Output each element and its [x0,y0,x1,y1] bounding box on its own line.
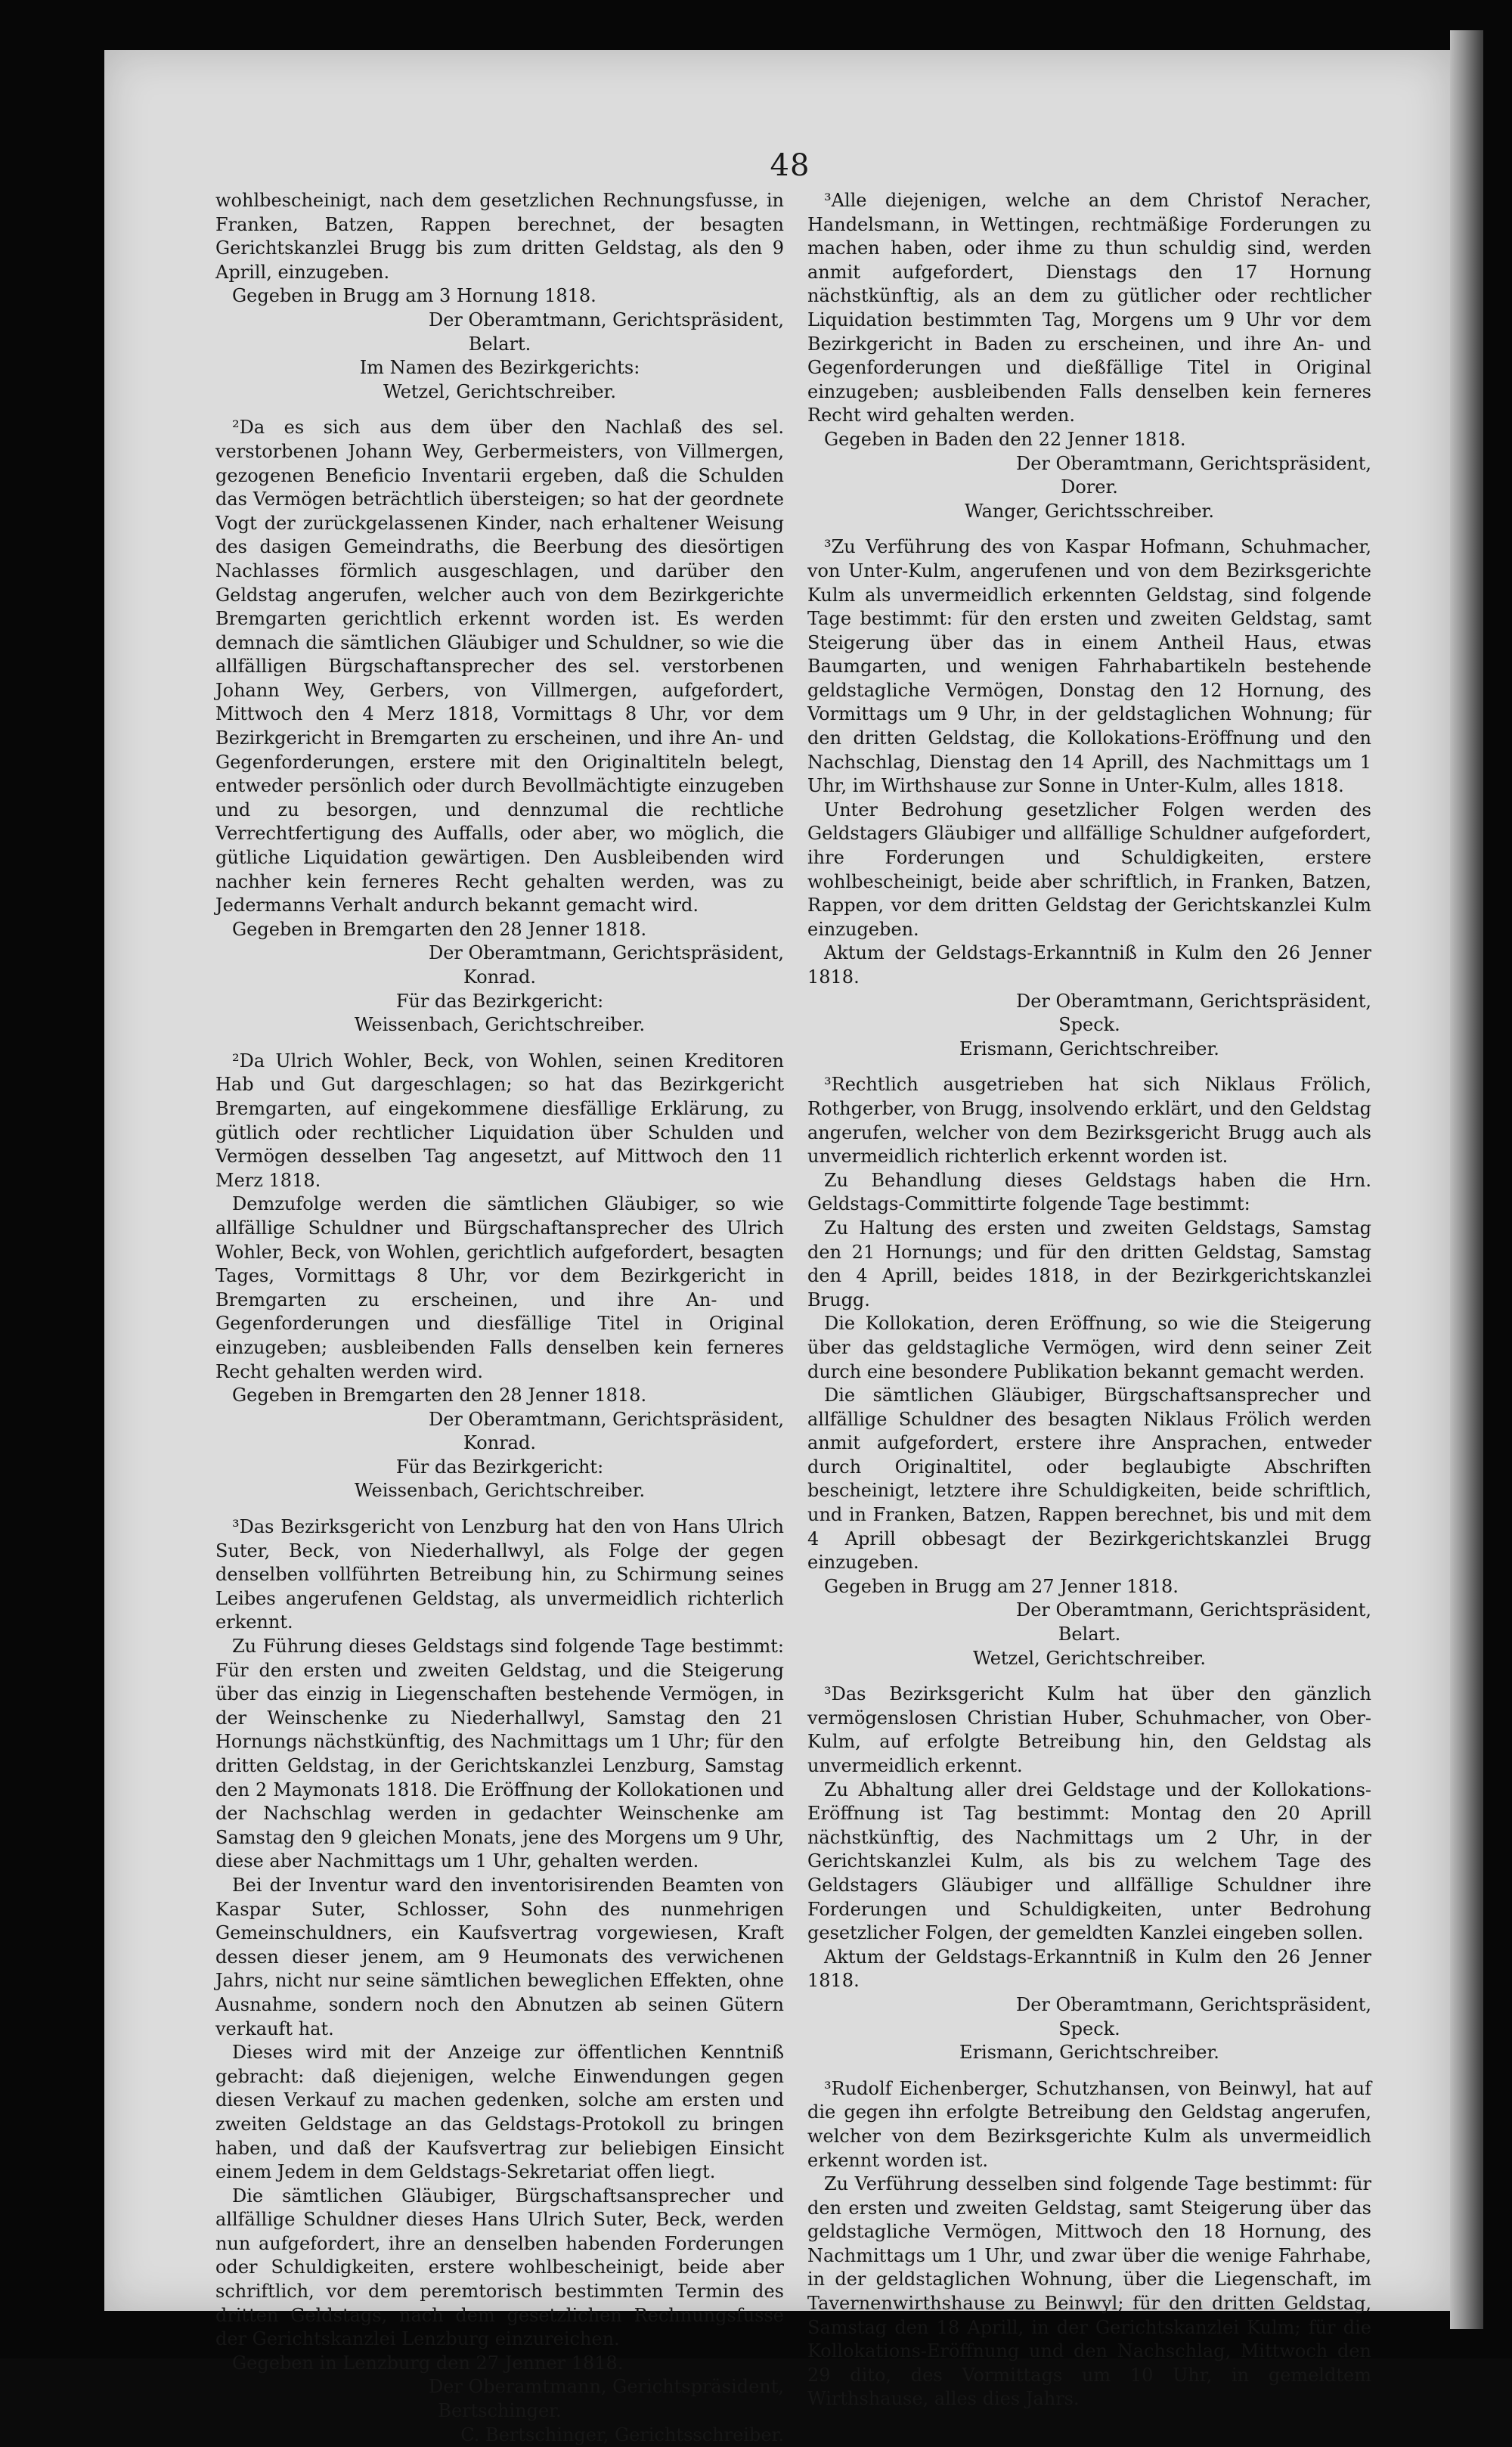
notice-signature-name: Belart. [1058,1624,1121,1645]
notice-signature-title: Der Oberamtmann, Gerichtspräsident, [1015,990,1371,1012]
notice-signature-clerk: Erismann, Gerichtschreiber. [959,1037,1219,1059]
notice-date: Aktum der Geldstags-Erkanntniß in Kulm den 26 Jenner 1818. [807,942,1371,988]
notice-signature-name: Dorer. [1061,476,1118,498]
notice-text-4: Die Kollokation, deren Eröffnung, so wie die Steigerung über das geldstagliche Vermögen, wird denn seiner Zeit durch eine besondere Publikation bekannt gemacht werden. [807,1313,1371,1382]
notice-signature-name: Konrad. [463,1432,536,1454]
notice-neracher-wettingen [807,189,1371,523]
notice-text: ³Das Bezirksgericht von Lenzburg hat den von Hans Ulrich Suter, Beck, von Niederhallwyl, als Folge der gegen denselben vollführten Betreibung hin, zu Schirmung seines Leibes angerufenen Geldstag, als unvermeidlich richterlich erkennt. [215,1516,784,1633]
notice-date: Gegeben in Baden den 22 Jenner 1818. [824,428,1186,450]
notice-signature-title: Der Oberamtmann, Gerichtspräsident, [428,942,784,964]
notice-text: wohlbescheinigt, nach dem gesetzlichen Rechnungsfusse, in Franken, Batzen, Rappen berechnet, der besagten Gerichtskanzlei Brugg bis zum dritten Geldstag, als den 9 Aprill, einzugeben. [215,190,784,283]
notice-eichenberger-beinwyl [807,2077,1371,2411]
notice-signature-clerk: Wetzel, Gerichtschreiber. [972,1647,1206,1669]
notice-wohler-wohlen [215,1050,784,1503]
page-edge-shadow [1450,30,1483,2329]
page-number: 48 [770,148,810,183]
notice-date: Aktum der Geldstags-Erkanntniß in Kulm den 26 Jenner 1818. [807,1946,1371,1992]
notice-suter-niederhallwyl [215,1515,784,2447]
right-column [807,189,1371,2411]
notice-signature-name: Speck. [1058,1014,1120,1036]
notice-froelich-brugg [807,1073,1371,1670]
notice-hofmann-unterkulm [807,535,1371,1061]
notice-text-5: Die sämtlichen Gläubiger, Bürgschaftsansprecher und allfällige Schuldner des besagten Niklaus Frölich werden anmit aufgefordert, erstere ihre Ansprachen, entweder durch Originaltitel, oder beglaubigte Abschriften bescheinigt, letztere ihre Schuldigkeiten, beide schriftlich, und in Franken, Batzen, Rappen berechnet, bis und mit dem 4 Aprill obbesagt der Bezirkgerichtskanzlei Brugg einzugeben. [807,1385,1371,1574]
notice-text: ³Rudolf Eichenberger, Schutzhansen, von Beinwyl, hat auf die gegen ihn erfolgte Betreibung den Geldstag angerufen, welcher von dem Bezirksgerichte Kulm als unvermeidlich erkennt worden ist. [807,2077,1371,2171]
notice-signature-title: Der Oberamtmann, Gerichtspräsident, [1015,1993,1371,2015]
notice-signature-clerk: Wetzel, Gerichtschreiber. [383,380,616,402]
notice-signature-clerk: Wanger, Gerichtsschreiber. [965,500,1214,522]
notice-text: ²Da Ulrich Wohler, Beck, von Wohlen, seinen Kreditoren Hab und Gut dargeschlagen; so hat das Bezirkgericht Bremgarten, auf eingekommene diesfällige Erklärung, zu gütlich oder rechtlicher Liquidation über Schulden und Vermögen desselben Tag angesetzt, auf Mittwoch den 11 Merz 1818. [215,1050,784,1191]
notice-signature-court: Für das Bezirkgericht: [395,1456,604,1478]
notice-signature-title: Der Oberamtmann, Gerichtspräsident, [428,309,784,330]
notice-signature-name: Belart. [468,333,531,355]
notice-text-3: Bei der Inventur ward den inventorisirenden Beamten von Kaspar Suter, Schlosser, Sohn des nunmehrigen Gemeinschuldners, ein Kaufsvertrag vorgewiesen, Kraft dessen dieser jenem, am 9 Heumonats des verwichenen Jahrs, nicht nur seine sämtlichen beweglichen Effekten, ohne Ausnahme, sondern noch den Abnutzen ab seinen Gütern verkauft hat. [215,1874,784,2039]
notice-signature-court: Im Namen des Bezirkgerichts: [359,357,640,379]
notice-date: Gegeben in Brugg am 3 Hornung 1818. [232,285,596,307]
notice-text-2: Zu Verführung desselben sind folgende Tage bestimmt: für den ersten und zweiten Geldstag, samt Steigerung über das geldstagliche Vermögen, Mittwoch den 18 Hornung, des Nachmittags um 1 Uhr, und zwar über die wenige Fahrhabe, in der geldstaglichen Wohnung, über die Liegenschaft, im Tavernenwirthshause zu Beinwyl; für den dritten Geldstag, Samstag den 18 Aprill, in der Gerichtskanzlei Kulm; für die Kollokations-Eröffnung und den Nachschlag, Mittwoch den 29 dito, des Vormittags um 10 Uhr, in gemeldtem Wirthshause, alles dies Jahrs. [807,2173,1371,2410]
notice-signature-title: Der Oberamtmann, Gerichtspräsident, [428,2376,784,2398]
notice-text: ³Alle diejenigen, welche an dem Christof Neracher, Handelsmann, in Wettingen, rechtmäßige Forderungen zu machen haben, oder ihme zu thun schuldig sind, werden anmit aufgefordert, Dienstags den 17 Hornung nächstkünftig, als an dem zu gütlicher oder rechtlicher Liquidation bestimmten Tag, Morgens um 9 Uhr vor dem Bezirkgericht in Baden zu erscheinen, und ihre An- und Gegenforderungen und dießfällige Titel in Original einzugeben; ausbleibenden Falls denselben kein ferneres Recht wird gehalten werden. [807,190,1371,426]
notice-signature-clerk: C. Bertschinger, Gerichtsschreiber. [460,2424,784,2445]
notice-signature-clerk: Weissenbach, Gerichtschreiber. [354,1014,646,1036]
notice-text-2: Demzufolge werden die sämtlichen Gläubiger, so wie allfällige Schuldner und Bürgschaftansprecher des Ulrich Wohler, Beck, von Wohlen, gerichtlich aufgefordert, besagten Tages, Vormittags 8 Uhr, vor dem Bezirkgericht in Bremgarten zu erscheinen, und ihre An- und Gegenforderungen und diesfällige Titel in Original einzugeben; ausbleibenden Falls denselben kein ferneres Recht gehalten werden wird. [215,1193,784,1382]
notice-signature-name: Bertschinger. [438,2400,562,2422]
notice-text-2: Zu Abhaltung aller drei Geldstage und der Kollokations-Eröffnung ist Tag bestimmt: Montag den 20 Aprill nächstkünftig, des Nachmittags um 2 Uhr, in der Gerichtskanzlei Kulm, als bis zu welchem Tage des Geldstagers Gläubiger und allfällige Schuldner ihre Forderungen und Schuldigkeiten, unter Bedrohung gesetzlicher Folgen, der gemeldten Kanzlei eingeben sollen. [807,1779,1371,1944]
notice-text-3: Zu Haltung des ersten und zweiten Geldstags, Samstag den 21 Hornungs; und für den dritten Geldstag, Samstag den 4 Aprill, beides 1818, in der Bezirkgerichtskanzlei Brugg. [807,1217,1371,1310]
notice-signature-court: Für das Bezirkgericht: [395,990,604,1012]
notice-text: ³Das Bezirksgericht Kulm hat über den gänzlich vermögenslosen Christian Huber, Schuhmacher, von Ober-Kulm, auf erfolgte Betreibung hin, den Geldstag als unvermeidlich erkennt. [807,1683,1371,1776]
notice-date: Gegeben in Bremgarten den 28 Jenner 1818. [232,1385,647,1406]
notice-text-2: Zu Führung dieses Geldstags sind folgende Tage bestimmt: Für den ersten und zweiten Geldstag, und die Steigerung über das einzig in Liegenschaften bestehende Vermögen, in der Weinschenke zu Niederhallwyl, Samstag den 21 Hornungs nächstkünftig, des Nachmittags um 1 Uhr; für den dritten Geldstag, in der Gerichtskanzlei Lenzburg, Samstag den 2 Maymonats 1818. Die Eröffnung der Kollokationen und der Nachschlag werden in gedachter Weinschenke am Samstag den 9 gleichen Monats, jene des Morgens um 9 Uhr, diese aber Nachmittags um 1 Uhr, gehalten werden. [215,1636,784,1872]
left-column [215,189,784,2447]
notice-text: ²Da es sich aus dem über den Nachlaß des sel. verstorbenen Johann Wey, Gerbermeisters, von Villmergen, gezogenen Beneficio Inventarii ergeben, daß die Schulden das Vermögen beträchtlich übersteigen; so hat der geordnete Vogt der zurückgelassenen Kinder, nach erhaltener Weisung des dasigen Gemeindraths, die Beerbung des diesörtigen Nachlasses förmlich ausgeschlagen, und darüber den Geldstag angerufen, welcher auch von dem Bezirkgerichte Bremgarten gerichtlich erkennt worden ist. Es werden demnach die sämtlichen Gläubiger und Schuldner, so wie die allfälligen Bürgschaftansprecher des sel. verstorbenen Johann Wey, Gerbers, von Villmergen, aufgefordert, Mittwoch den 4 Merz 1818, Vormittags 8 Uhr, vor dem Bezirkgericht in Bremgarten zu erscheinen, und ihre An- und Gegenforderungen, erstere mit den Originaltiteln belegt, entweder persönlich oder durch Bevollmächtigte einzugeben und zu besorgen, und dennzumal die rechtliche Verrechtfertigung des Auffalls, oder aber, wo möglich, die gütliche Liquidation gewärtigen. Den Ausbleibenden wird nachher kein ferneres Recht gehalten werden, was zu Jedermanns Verhalt andurch bekannt gemacht wird. [215,417,784,916]
notice-text: ³Zu Verführung des von Kaspar Hofmann, Schuhmacher, von Unter-Kulm, angerufenen und von dem Bezirksgerichte Kulm als unvermeidlich erkennten Geldstag, sind folgende Tage bestimmt: für den ersten und zweiten Geldstag, samt Steigerung über das in einem Antheil Haus, etwas Baumgarten, und wenigen Fahrhabartikeln bestehende geldstagliche Vermögen, Donstag den 12 Hornung, des Vormittags um 9 Uhr, in der geldstaglichen Wohnung; für den dritten Geldstag, die Kollokations-Eröffnung und den Nachschlag, Dienstag den 14 Aprill, des Nachmittags um 1 Uhr, im Wirthshause zur Sonne in Unter-Kulm, alles 1818. [807,536,1371,797]
notice-wey-villmergen [215,416,784,1037]
notice-text-2: Unter Bedrohung gesetzlicher Folgen werden des Geldstagers Gläubiger und allfällige Schuldner aufgefordert, ihre Forderungen und Schuldigkeiten, erstere wohlbescheinigt, beide aber schriftlich, in Franken, Batzen, Rappen, vor dem dritten Geldstag der Gerichtskanzlei Kulm einzugeben. [807,799,1371,940]
notice-signature-name: Konrad. [463,966,536,988]
notice-signature-clerk: Weissenbach, Gerichtschreiber. [354,1480,646,1502]
notice-text: ³Rechtlich ausgetrieben hat sich Niklaus Frölich, Rothgerber, von Brugg, insolvendo erklärt, und den Geldstag angerufen, welcher von dem Bezirksgericht Brugg auch als unvermeidlich richterlich erkennt worden ist. [807,1074,1371,1168]
notice-signature-title: Der Oberamtmann, Gerichtspräsident, [428,1408,784,1430]
notice-text-4: Dieses wird mit der Anzeige zur öffentlichen Kenntniß gebracht: daß diejenigen, welche Einwendungen gegen diesen Verkauf zu machen gedenken, solche am ersten und zweiten Geldstage an das Geldstags-Protokoll zu bringen haben, und daß der Kaufsvertrag zur beliebigen Einsicht einem Jedem in dem Geldstags-Sekretariat offen liegt. [215,2042,784,2183]
notice-signature-title: Der Oberamtmann, Gerichtspräsident, [1015,452,1371,474]
notice-date: Gegeben in Lenzburg den 27 Jenner 1818. [232,2352,624,2374]
notice-signature-title: Der Oberamtmann, Gerichtspräsident, [1015,1599,1371,1621]
notice-signature-clerk: Erismann, Gerichtschreiber. [959,2042,1219,2064]
notice-date: Gegeben in Brugg am 27 Jenner 1818. [824,1575,1179,1597]
notice-text-5: Die sämtlichen Gläubiger, Bürgschaftsansprecher und allfällige Schuldner dieses Hans Ulrich Suter, Beck, werden nun aufgefordert, ihre an denselben habenden Forderungen oder Schuldigkeiten, erstere wohlbescheinigt, beide aber schriftlich, vor dem peremtorisch bestimmten Termin des dritten Geldstags, nach dem gesetzlichen Rechnungsfusse der Gerichtskanzlei Lenzburg einzureichen. [215,2185,784,2350]
notice-huber-oberkulm [807,1683,1371,2065]
notice-date: Gegeben in Bremgarten den 28 Jenner 1818. [232,918,647,940]
notice-signature-name: Speck. [1058,2017,1120,2039]
notice-brugg-continued [215,189,784,404]
notice-text-2: Zu Behandlung dieses Geldstags haben die Hrn. Geldstags-Committirte folgende Tage bestimmt: [807,1169,1371,1215]
